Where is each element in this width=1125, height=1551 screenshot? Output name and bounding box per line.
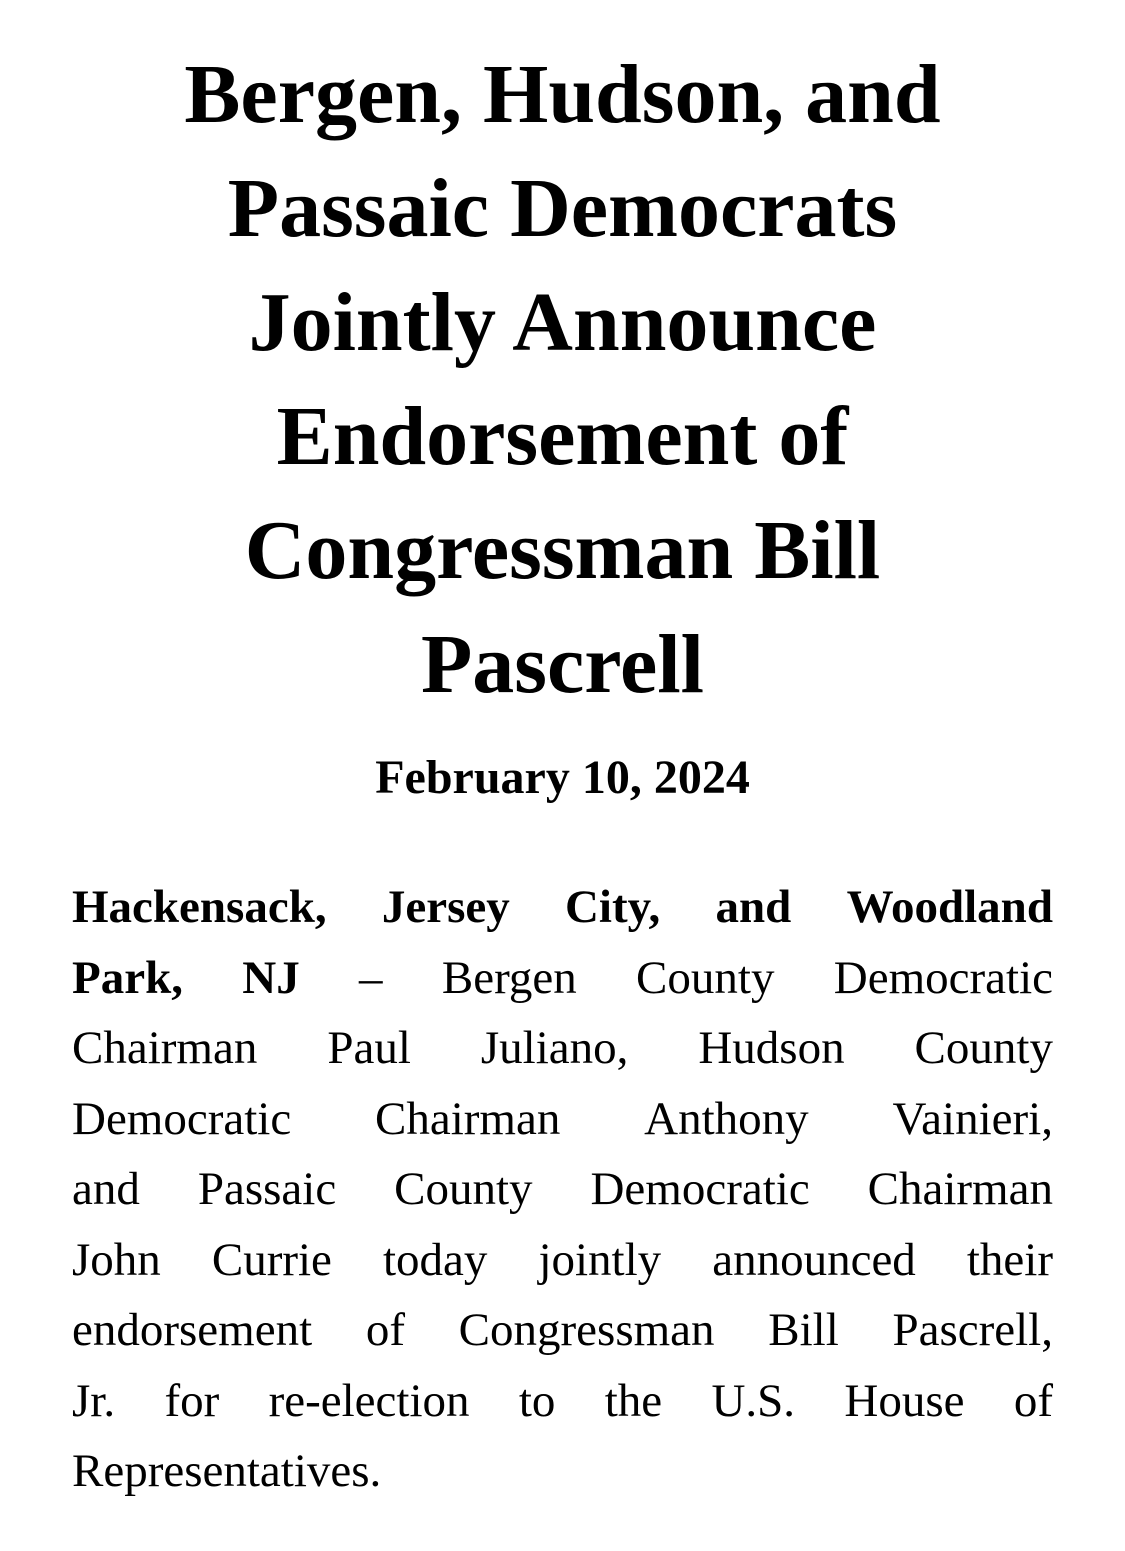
headline-line: Jointly Announce xyxy=(248,276,877,369)
headline-line: Passaic Democrats xyxy=(227,162,898,255)
body-line xyxy=(72,943,1053,1014)
headline-line: Bergen, Hudson, and xyxy=(184,48,941,141)
body-word: today xyxy=(382,1233,488,1286)
body-line xyxy=(72,872,1053,943)
body-line xyxy=(72,1366,1053,1437)
body-word: County xyxy=(914,1022,1053,1074)
body-word: Bill xyxy=(768,1304,839,1356)
body-word: County xyxy=(394,1163,533,1215)
body-word: Vainieri, xyxy=(892,1092,1053,1145)
body-word: Bergen xyxy=(441,951,577,1004)
body-word: endorsement xyxy=(72,1304,313,1356)
body-word: Congressman xyxy=(458,1304,715,1356)
body-word: their xyxy=(966,1233,1053,1286)
body-word: Juliano, xyxy=(480,1022,629,1074)
headline-line: Endorsement of xyxy=(276,390,849,483)
body-word-bold: City, xyxy=(564,881,661,933)
body-word: – xyxy=(359,951,383,1004)
body-word: Currie xyxy=(211,1233,332,1286)
body-word: Jr. xyxy=(72,1374,116,1427)
body-word-bold: Hackensack, xyxy=(72,881,327,933)
body-word: John xyxy=(72,1233,161,1286)
body-word-bold: and xyxy=(715,881,792,933)
body-word: the xyxy=(604,1374,663,1427)
body-word-bold: Park, xyxy=(72,951,183,1004)
body-word: Chairman xyxy=(72,1022,258,1074)
body-word: U.S. xyxy=(711,1374,796,1427)
body-word: announced xyxy=(712,1233,916,1286)
body-word: Representatives. xyxy=(72,1445,382,1497)
body-word: Democratic xyxy=(833,951,1053,1004)
body-word: Hudson xyxy=(698,1022,845,1074)
body-word: Chairman xyxy=(867,1163,1053,1215)
body-word: Democratic xyxy=(590,1163,810,1215)
body-word: Passaic xyxy=(197,1163,337,1215)
body-line xyxy=(72,1154,1053,1225)
body-word: jointly xyxy=(538,1233,662,1286)
body-paragraph xyxy=(72,872,1053,1507)
release-date: February 10, 2024 xyxy=(375,751,750,804)
body-line xyxy=(72,1225,1053,1296)
body-line xyxy=(72,1084,1053,1155)
body-word: County xyxy=(636,951,775,1004)
headline-line: Pascrell xyxy=(420,618,704,711)
body-word: and xyxy=(72,1163,140,1215)
body-word: to xyxy=(518,1374,556,1427)
body-word: of xyxy=(365,1304,405,1356)
body-word: Chairman xyxy=(375,1092,561,1145)
body-word: Anthony xyxy=(644,1092,809,1145)
body-line xyxy=(72,1013,1053,1084)
headline-line: Congressman Bill xyxy=(244,504,881,597)
body-line xyxy=(72,1295,1053,1366)
body-word: House xyxy=(844,1374,965,1427)
body-word: Paul xyxy=(327,1022,411,1074)
body-line xyxy=(72,1436,1053,1507)
body-word: for xyxy=(164,1374,220,1427)
body-word-bold: Jersey xyxy=(381,881,510,933)
body-word: Democratic xyxy=(72,1092,292,1145)
body-word: Pascrell, xyxy=(892,1304,1053,1356)
body-word: re-election xyxy=(268,1374,470,1427)
body-word: of xyxy=(1013,1374,1053,1427)
body-word-bold: Woodland xyxy=(846,881,1053,933)
headline xyxy=(60,38,1065,722)
body-word-bold: NJ xyxy=(242,951,300,1004)
